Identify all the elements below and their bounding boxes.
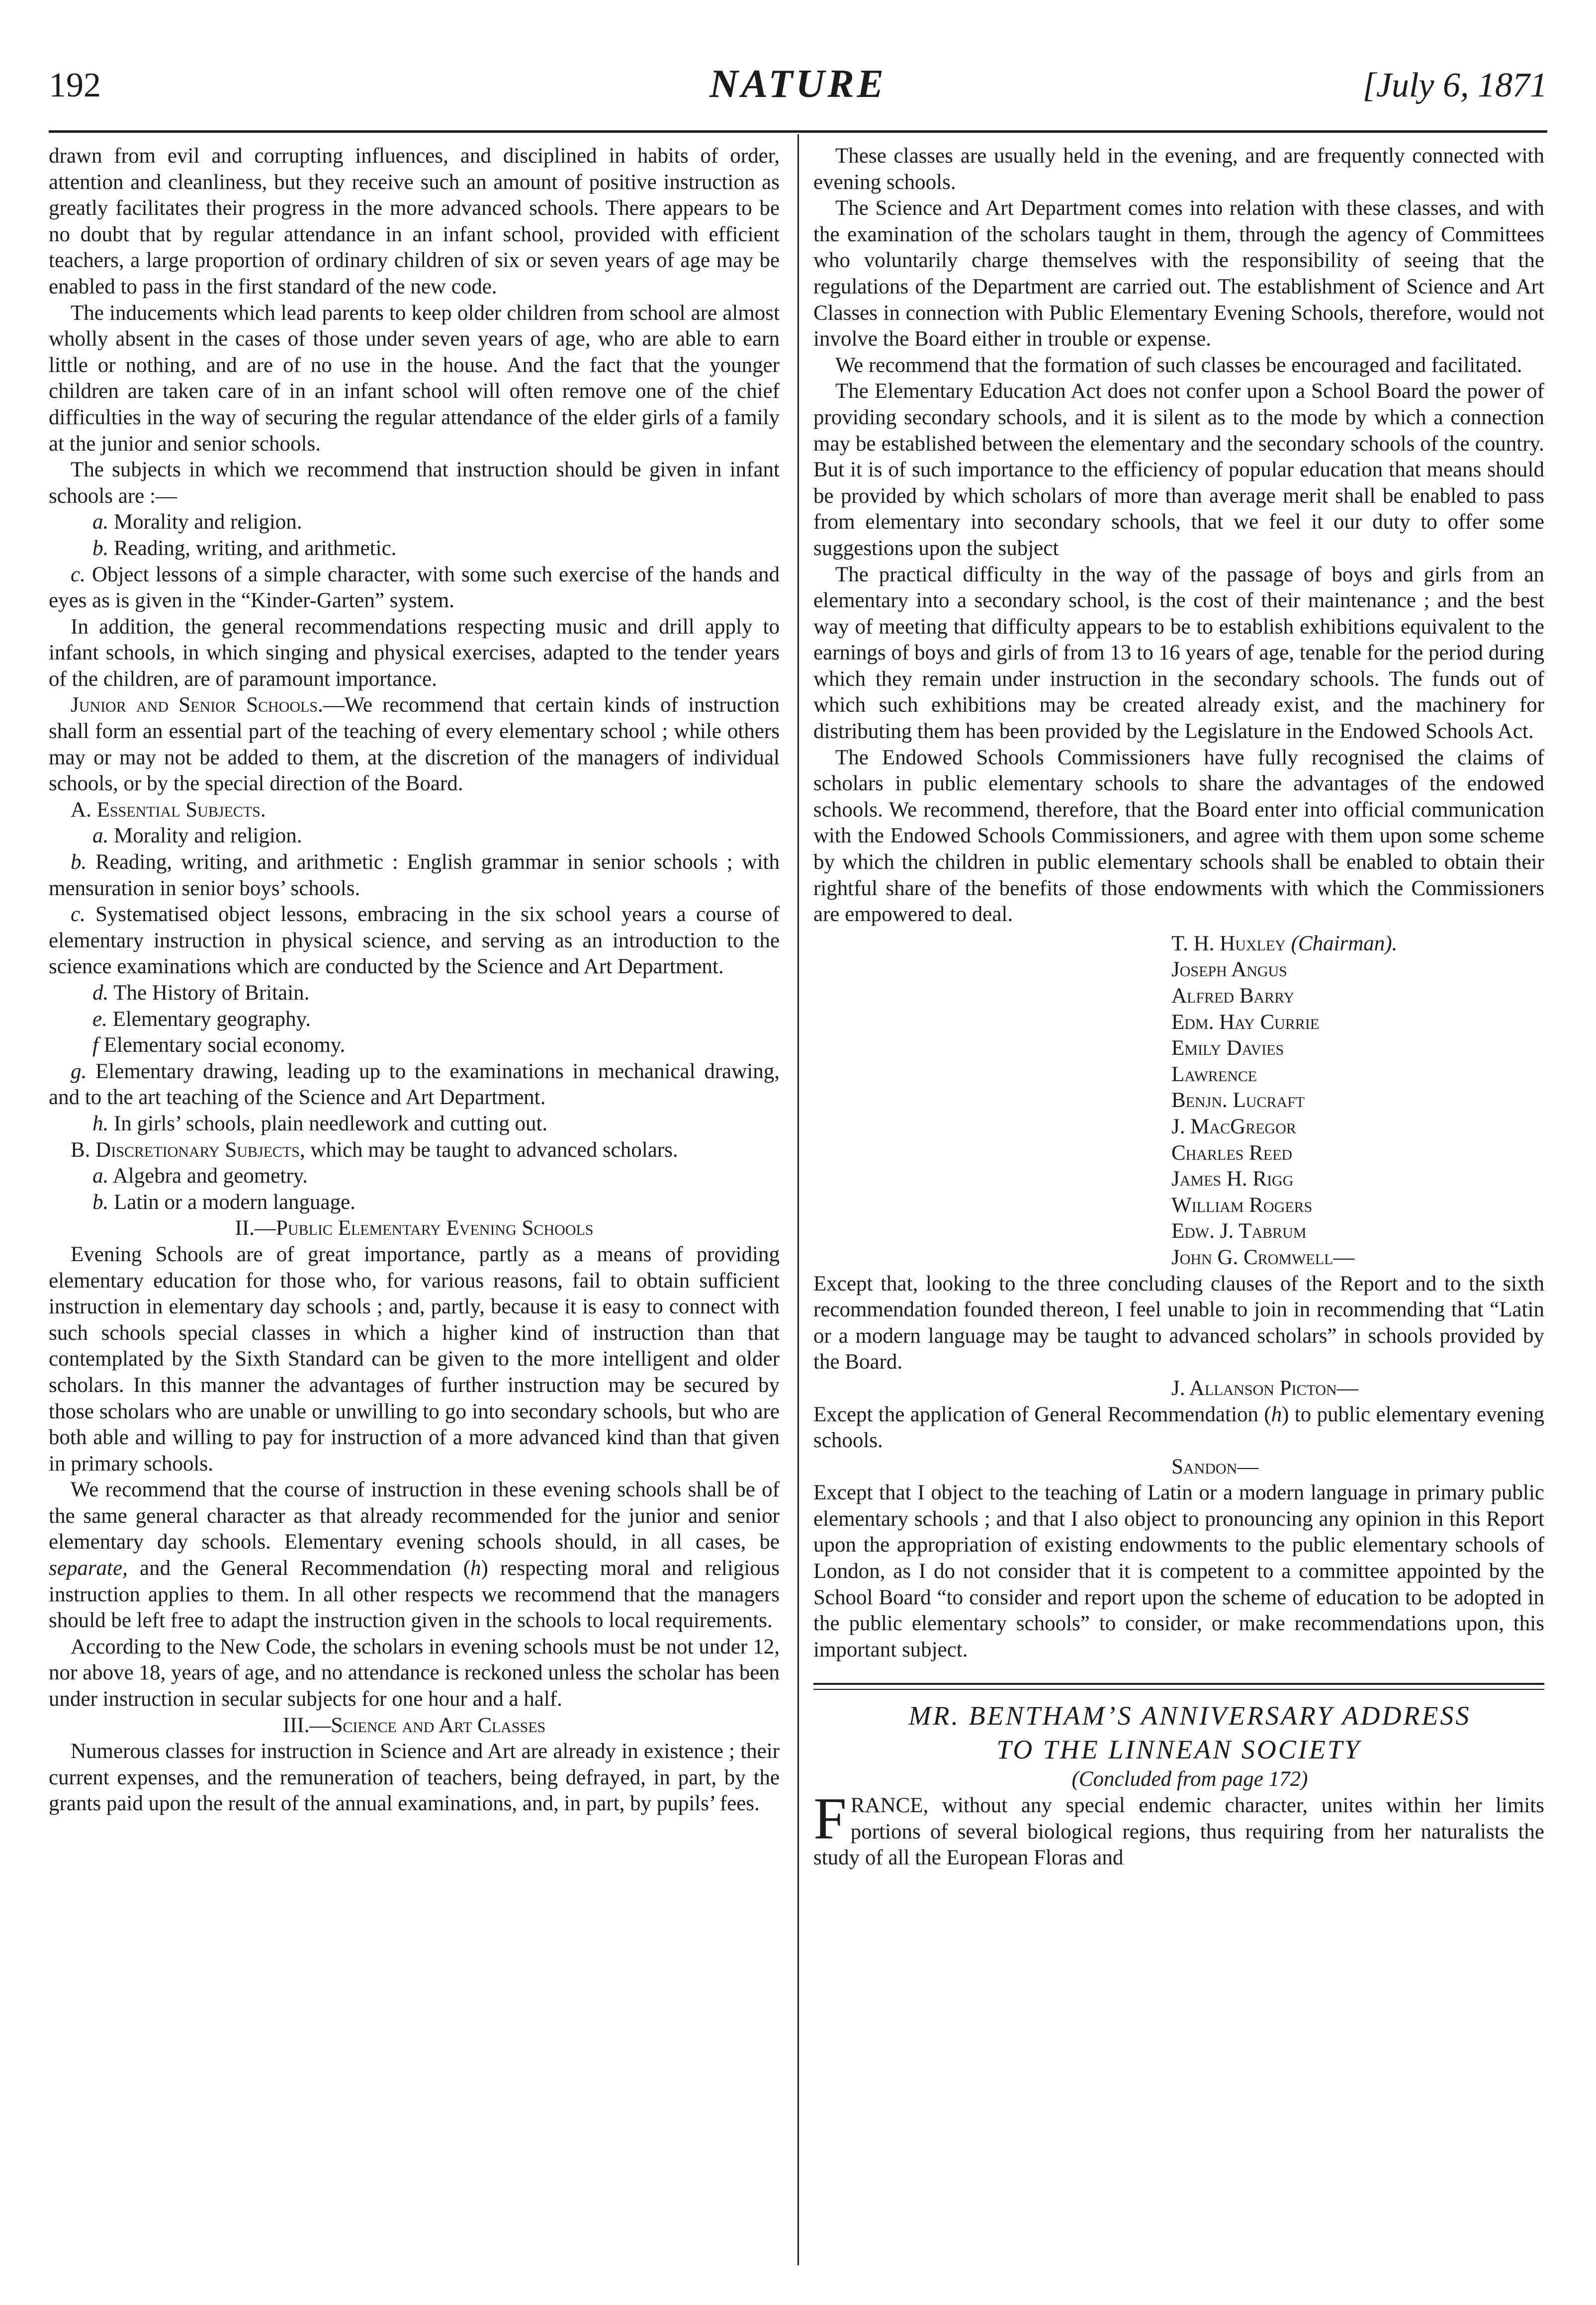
dissent-text: Except that, looking to the three concluding clauses of the Report and to the sixth recommendation founded thereon, I feel unable to join in recommending that “Latin or a modern language may be taught to advanced scholars” in schools provided by the Board. (813, 1272, 1544, 1374)
paragraph: The Science and Art Department comes into relation with these classes, and with the examination of the scholars taught in them, through the agency of Committees who voluntarily charge themselves with the responsibility of seeing that the regulations of the Department are carried out. The establishment of Science and Art Classes in connection with Public Elementary Evening Schools, therefore, would not involve the Board either in trouble or expense. (813, 196, 1544, 351)
list-item: e. Elementary geography. (92, 1007, 311, 1031)
subsection-heading: B. Discretionary Subjects, (71, 1138, 305, 1162)
paragraph: Numerous classes for instruction in Science and Art are already in existence ; their current expenses, and the remuneration of teachers, being defrayed, in part, by the grants paid upon the result of the annual examinations, and, in part, by pupils’ fees. (49, 1740, 780, 1816)
header-rule (49, 130, 1547, 133)
list-item: b. Latin or a modern language. (92, 1190, 355, 1214)
paragraph: drawn from evil and corrupting influences, and disciplined in habits of order, attention and cleanliness, but they receive such an amount of positive instruction as greatly facilitates their progress in the more advanced schools. There appears to be no doubt that by regular attendance in an infant school, provided with efficient teachers, a large proportion of ordinary children of six or seven years of age may be enabled to pass in the first standard of the new code. (49, 144, 780, 298)
signatory: Alfred Barry (1171, 984, 1295, 1008)
list-item: b. Reading, writing, and arithmetic. (92, 536, 397, 560)
page-number: 192 (49, 66, 101, 104)
signatory: Edm. Hay Currie (1171, 1010, 1320, 1034)
signatory: Lawrence (1171, 1062, 1257, 1086)
list-item: b. Reading, writing, and arithmetic : English grammar in senior schools ; with mensuration in senior boys’ schools. (49, 850, 780, 900)
article-opening-paragraph: FRANCE, without any special endemic character, unites within her limits portions of several biological regions, thus requiring from her naturalists the study of all the European Floras and (813, 1785, 1544, 1870)
paragraph: We recommend that the course of instruction in these evening schools shall be of the same general character as that already recommended for the junior and senior elementary day schools. Elementary evening schools should, in all cases, be separate, and the General Recommendation (h) respecting moral and religious instruction applies to them. In all other respects we recommend that the managers should be left free to adapt the instruction given in the schools to local requirements. (49, 1478, 780, 1633)
subsection-heading: A. Essential Subjects. (71, 798, 266, 822)
paragraph: Evening Schools are of great importance, partly as a means of providing elementary education for those who, for various reasons, fail to obtain sufficient instruction in elementary day schools ; and, partly, because it is easy to connect with such schools special classes in which a higher kind of instruction than that contemplated by the Sixth Standard can be given to the more intelligent and older scholars. In this manner the advantages of further instruction may be secured by those scholars who are unable or unwilling to go into secondary schools, but who are both able and willing to pay for instruction of a more advanced kind than that given in primary schools. (49, 1242, 780, 1475)
left-column (49, 143, 780, 2267)
paragraph: The subjects in which we recommend that instruction should be given in infant schools are :— (49, 458, 780, 508)
section-heading: II.—Public Elementary Evening Schools (235, 1216, 594, 1240)
list-item: a. Morality and religion. (92, 510, 302, 534)
list-item: a. Morality and religion. (92, 824, 302, 848)
journal-title: NATURE (709, 62, 887, 106)
dissent-text: Except the application of General Recommendation (h) to public elementary evening schools. (813, 1402, 1544, 1453)
paragraph: The practical difficulty in the way of the passage of boys and girls from an elementary into a secondary school, is the cost of their maintenance ; and the best way of meeting that difficulty appears to be to establish exhibitions equivalent to the earnings of boys and girls of from 13 to 16 years of age, tenable for the period during which they remain under instruction in the secondary schools. The funds out of which such exhibitions may be created already exist, and the machinery for distributing them has been provided by the Legislature in the Endowed Schools Act. (813, 562, 1544, 743)
paragraph: The Elementary Education Act does not confer upon a School Board the power of providing secondary schools, and it is silent as to the mode by which a connection may be established between the elementary and the secondary schools of the country. But it is of such importance to the efficiency of popular education that means should be provided by which scholars of more than average merit shall be enabled to pass from elementary into secondary schools, that we feel it our duty to offer some suggestions upon the subject (813, 379, 1544, 560)
signatory: Edw. J. Tabrum (1171, 1219, 1307, 1243)
signatories-list (813, 931, 1544, 1271)
article-title: MR. BENTHAM’S ANNIVERSARY ADDRESS TO THE LINNEAN SOCIETY (908, 1701, 1471, 1765)
article-separator (813, 1683, 1544, 1685)
running-header (49, 60, 1547, 119)
drop-cap: F (813, 1785, 847, 1852)
dissent-signatory: J. Allanson Picton— (1171, 1376, 1358, 1400)
list-item: c. Systematised object lessons, embracing in the six school years a course of elementary instruction in physical science, and serving as an introduction to the science examinations which are conducted by the Science and Art Department. (49, 903, 780, 979)
column-divider (798, 134, 799, 2265)
signatory: Joseph Angus (1171, 958, 1287, 982)
signatory: James H. Rigg (1171, 1167, 1294, 1191)
signatory: Benjn. Lucraft (1171, 1089, 1305, 1112)
paragraph: Junior and Senior Schools.—We recommend that certain kinds of instruction shall form an essential part of the teaching of every elementary school ; while others may or may not be added to them, at the discretion of the managers of individual schools, or by the special direction of the Board. (49, 693, 780, 796)
signatory: Charles Reed (1171, 1141, 1293, 1165)
signatory: Emily Davies (1171, 1036, 1284, 1060)
paragraph: The inducements which lead parents to keep older children from school are almost wholly absent in the cases of those under seven years of age, who are able to earn little or nothing, and are of no use in the house. And the fact that the younger children are taken care of in an infant school will often remove one of the chief difficulties in the way of securing the regular attendance of the elder girls of a family at the junior and senior schools. (49, 301, 780, 456)
list-item: f Elementary social economy. (92, 1033, 346, 1057)
paragraph: According to the New Code, the scholars in evening schools must be not under 12, nor above 18, years of age, and no attendance is reckoned unless the scholar has been under instruction in secular subjects for one hour and a half. (49, 1635, 780, 1711)
signatory: J. MacGregor (1171, 1114, 1296, 1138)
paragraph: These classes are usually held in the evening, and are frequently connected with evening schools. (813, 144, 1544, 194)
section-heading: III.—Science and Art Classes (282, 1713, 546, 1737)
list-item: g. Elementary drawing, leading up to the examinations in mechanical drawing, and to the art teaching of the Science and Art Department. (49, 1059, 780, 1109)
signatory-chair: T. H. Huxley (Chairman). (1171, 931, 1398, 955)
paragraph: The Endowed Schools Commissioners have fully recognised the claims of scholars in public elementary schools to share the advantages of the endowed schools. We recommend, therefore, that the Board enter into official communication with the Endowed Schools Commissioners, and agree with them upon some scheme by which the children in public elementary schools shall be enabled to obtain their rightful share of the benefits of those endowments with which the Commissioners are empowered to deal. (813, 745, 1544, 926)
list-item: d. The History of Britain. (92, 981, 310, 1005)
section-heading: Junior and Senior Schools. (71, 693, 323, 717)
paragraph: B. Discretionary Subjects, which may be taught to advanced scholars. (71, 1138, 678, 1162)
paragraph: We recommend that the formation of such classes be encouraged and facilitated. (835, 353, 1522, 377)
list-item: h. In girls’ schools, plain needlework and cutting out. (92, 1111, 548, 1135)
right-column (813, 143, 1544, 2267)
list-item: c. Object lessons of a simple character, with some such exercise of the hands and eyes as is given in the “Kinder-Garten” system. (49, 562, 780, 613)
list-item: a. Algebra and geometry. (92, 1164, 308, 1188)
dissent-signatory: John G. Cromwell— (1171, 1245, 1355, 1269)
dissent-signatory: Sandon— (1171, 1455, 1259, 1478)
dissent-text: Except that I object to the teaching of Latin or a modern language in primary public elementary schools ; and that I also object to pronouncing any opinion in this Report upon the appropriation of existing endowments to the public elementary schools of London, as I do not consider that it is competent to a committee appointed by the School Board “to consider and report upon the scheme of education to be adopted in the public elementary schools” to consider, or make recommendations upon, this important subject. (813, 1481, 1544, 1661)
paragraph: In addition, the general recommendations respecting music and drill apply to infant schools, in which singing and physical exercises, adapted to the tender years of the children, are of paramount importance. (49, 615, 780, 691)
article-continuation-note: (Concluded from page 172) (1071, 1767, 1308, 1791)
issue-date: [July 6, 1871 (1362, 66, 1547, 104)
signatory: William Rogers (1171, 1193, 1313, 1217)
